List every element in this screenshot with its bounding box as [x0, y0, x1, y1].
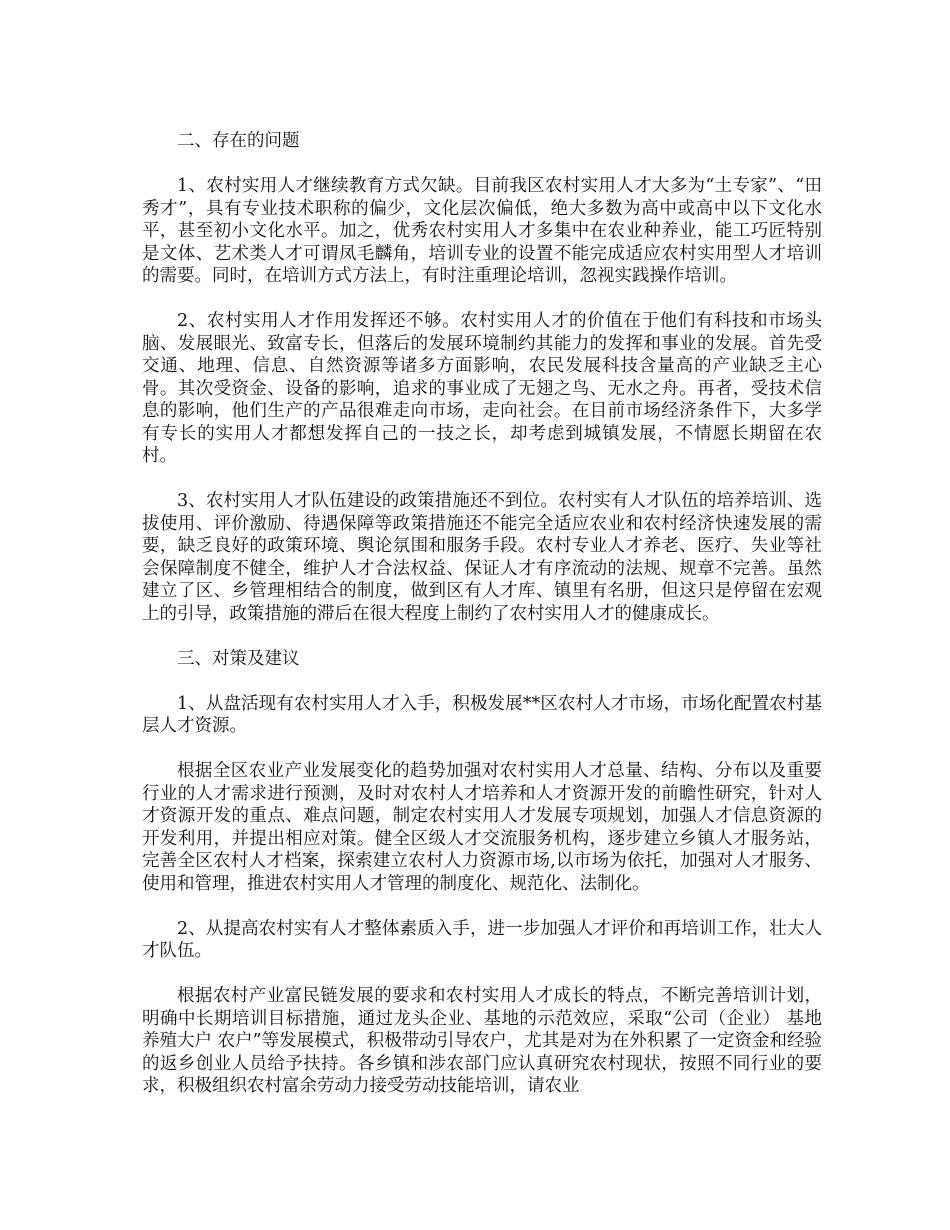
paragraph-problem-2: 2、农村实用人才作用发挥还不够。农村实用人才的价值在于他们有科技和市场头脑、发展眼光、致富专长，但落后的发展环境制约其能力的发挥和事业的发展。首先受交通、地理、信息、自然资源等诸多方面影响，农民发展科技含量高的产业缺乏主心骨。其次受资金、设备的影响，追求的事业成了无翅之鸟、无水之舟。再者，受技术信息的影响，他们生产的产品很难走向市场，走向社会。在目前市场经济条件下，大多学有专长的实用人才都想发挥自己的一技之长，却考虑到城镇发展，不情愿长期留在农村。: [142, 311, 822, 466]
paragraph-measure-1-body: 根据全区农业产业发展变化的趋势加强对农村实用人才总量、结构、分布以及重要行业的人才需求进行预测，及时对农村人才培养和人才资源开发的前瞻性研究，针对人才资源开发的重点、难点问题，制定农村实用人才发展专项规划，加强人才信息资源的开发利用，并提出相应对策。健全区级人才交流服务机构，逐步建立乡镇人才服务站，完善全区农村人才档案，探索建立农村人力资源市场,以市场为依托，加强对人才服务、使用和管理，推进农村实用人才管理的制度化、规范化、法制化。: [142, 761, 822, 894]
paragraph-measure-1-title: 1、从盘活现有农村实用人才入手，积极发展**区农村人才市场，市场化配置农村基层人才资源。: [142, 693, 822, 736]
paragraph-measure-2-title: 2、从提高农村实有人才整体素质入手，进一步加强人才评价和再培训工作，壮大人才队伍。: [142, 918, 822, 961]
document-body: [142, 130, 822, 1120]
paragraph-measure-2-body: 根据农村产业富民链发展的要求和农村实用人才成长的特点，不断完善培训计划，明确中长期培训目标措施，通过龙头企业、基地的示范效应，采取“公司（企业） 基地 养殖大户 农户”等发展模式，积极带动引导农户，尤其是对为在外积累了一定资金和经验的返乡创业人员给予扶持。各乡镇和涉农部门应认真研究农村现状，按照不同行业的要求，积极组织农村富余劳动力接受劳动技能培训，请农业: [142, 986, 822, 1096]
section-heading-countermeasures: 三、对策及建议: [177, 648, 300, 669]
paragraph-problem-3: 3、农村实用人才队伍建设的政策措施还不到位。农村实有人才队伍的培养培训、选拔使用、评价激励、待遇保障等政策措施还不能完全适应农业和农村经济快速发展的需要，缺乏良好的政策环境、舆论氛围和服务手段。农村专业人才养老、医疗、失业等社会保障制度不健全，维护人才合法权益、保证人才有序流动的法规、规章不完善。虽然建立了区、乡管理相结合的制度，做到区有人才库、镇里有名册，但这只是停留在宏观上的引导，政策措施的滞后在很大程度上制约了农村实用人才的健康成长。: [142, 491, 822, 624]
section-heading-problems: 二、存在的问题: [177, 131, 300, 151]
paragraph-problem-1: 1、农村实用人才继续教育方式欠缺。目前我区农村实用人才大多为“土专家”、“田秀才”，具有专业技术职称的偏少，文化层次偏低，绝大多数为高中或高中以下文化水平，甚至初小文化水平。加之，优秀农村实用人才多集中在农业种养业，能工巧匠特别是文体、艺术类人才可谓凤毛麟角，培训专业的设置不能完成适应农村实用型人才培训的需要。同时，在培训方式方法上，有时注重理论培训，忽视实践操作培训。: [142, 176, 822, 286]
